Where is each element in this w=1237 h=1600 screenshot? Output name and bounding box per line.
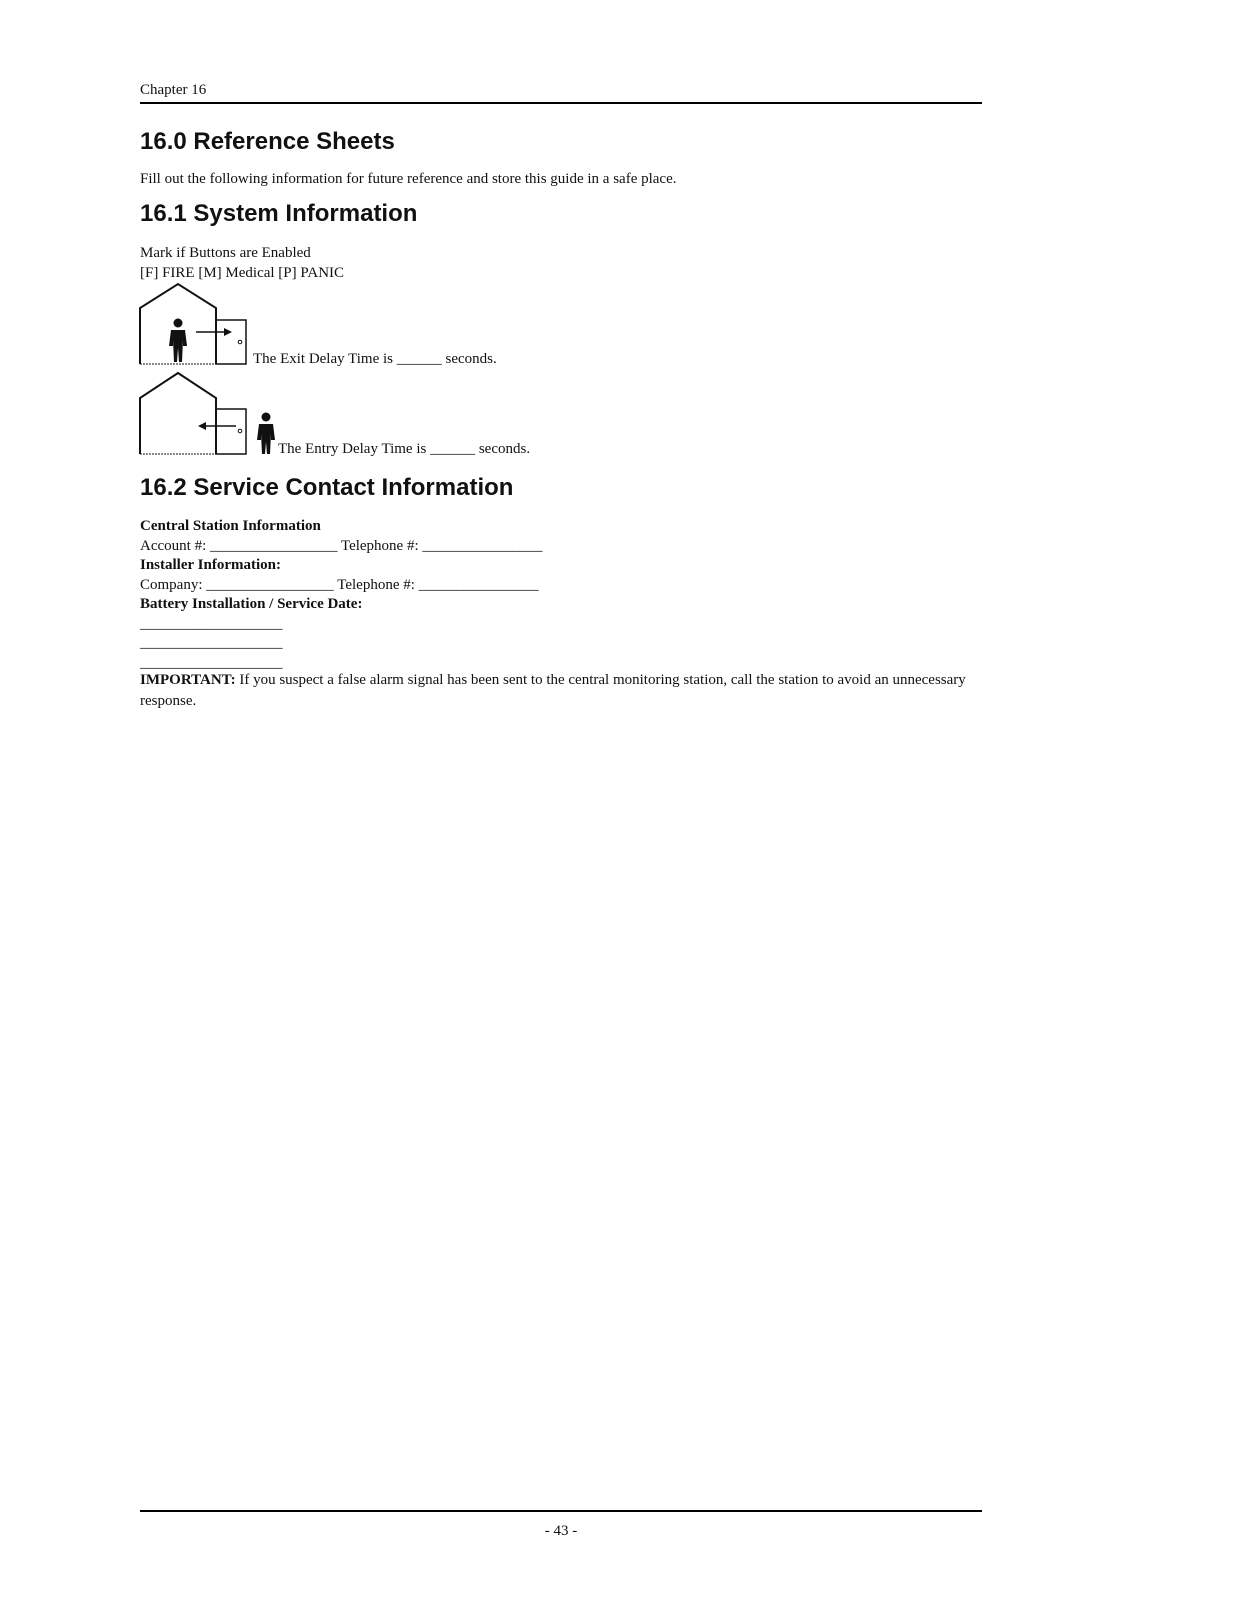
footer-rule <box>140 1510 982 1512</box>
battery-heading: Battery Installation / Service Date: <box>140 596 363 612</box>
entry-house-icon <box>138 371 278 457</box>
exit-delay-label: The Exit Delay Time is ______ seconds. <box>253 351 497 367</box>
exit-house-icon <box>138 282 250 367</box>
important-text: If you suspect a false alarm signal has been sent to the central monitoring station, call the station to avoid an unnecessary response. <box>140 672 966 709</box>
page-number: - 43 - <box>544 1523 578 1539</box>
blank-line: ___________________ <box>140 615 283 632</box>
section-16-1-title: 16.1 System Information <box>140 200 418 227</box>
account-line: Account #: _________________ Telephone #: ________________ <box>140 537 543 554</box>
central-station-heading: Central Station Information <box>140 518 321 534</box>
entry-delay-label: The Entry Delay Time is ______ seconds. <box>278 441 531 457</box>
company-line: Company: _________________ Telephone #: ________________ <box>140 576 539 593</box>
mark-buttons-label: Mark if Buttons are Enabled <box>140 245 311 261</box>
important-note <box>140 670 982 712</box>
section-16-0-body: Fill out the following information for future reference and store this guide in a safe place. <box>140 171 677 187</box>
service-contact-form <box>140 517 542 673</box>
blank-line: ___________________ <box>140 654 283 671</box>
section-16-2-title: 16.2 Service Contact Information <box>140 474 514 501</box>
section-16-0-title: 16.0 Reference Sheets <box>140 128 395 155</box>
chapter-header: Chapter 16 <box>140 82 207 98</box>
blank-line: ___________________ <box>140 635 283 651</box>
buttons-line: [F] FIRE [M] Medical [P] PANIC <box>140 265 345 281</box>
header-rule <box>140 102 982 104</box>
installer-heading: Installer Information: <box>140 557 281 573</box>
important-label: IMPORTANT: <box>140 672 236 688</box>
